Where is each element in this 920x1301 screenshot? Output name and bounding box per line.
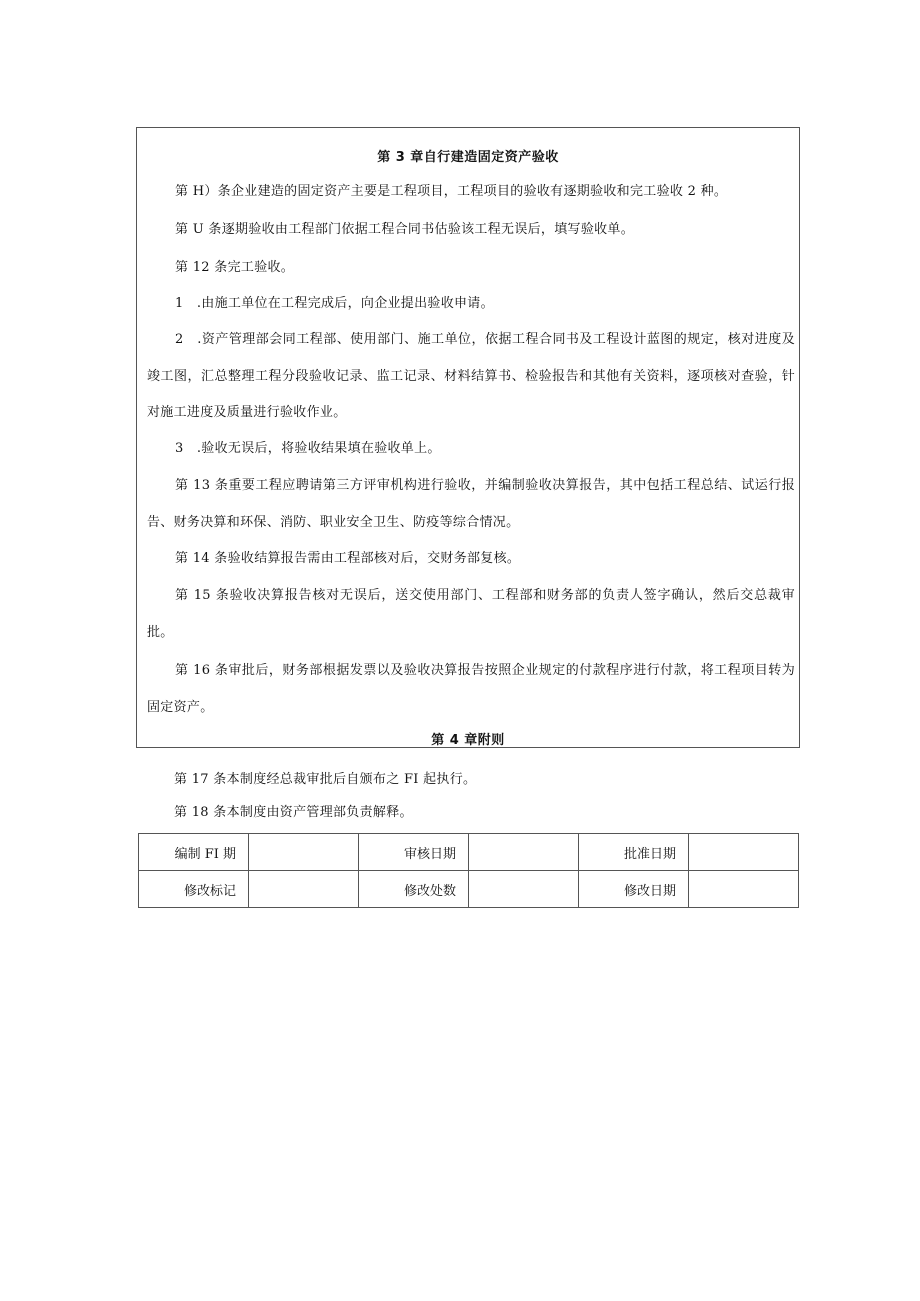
- article-18: 第 18 条本制度由资产管理部负责解释。: [174, 805, 413, 820]
- chapter3-title: 第 3 章自行建造固定资产验收: [377, 150, 559, 165]
- article-12: 第 12 条完工验收。: [175, 260, 295, 275]
- table-cell: [249, 871, 359, 908]
- table-cell: [689, 871, 799, 908]
- table-cell: 修改日期: [579, 871, 689, 908]
- article-17: 第 17 条本制度经总裁审批后自颁布之 FI 起执行。: [174, 772, 477, 787]
- table-cell: 修改处数: [359, 871, 469, 908]
- article-16: 第 16 条审批后，财务部根据发票以及验收决算报告按照企业规定的付款程序进行付款，将工程项目转为固定资产。: [147, 663, 795, 715]
- table-row: [139, 871, 799, 908]
- table-cell: 编制 FI 期: [139, 834, 249, 871]
- table-cell: [689, 834, 799, 871]
- article-15: 第 15 条验收决算报告核对无误后，送交使用部门、工程部和财务部的负责人签字确认，然后交总裁审批。: [147, 588, 795, 640]
- article-11: 第 U 条逐期验收由工程部门依据工程合同书估验该工程无误后，填写验收单。: [175, 222, 635, 237]
- table-cell: [249, 834, 359, 871]
- chapter3-box: [136, 127, 800, 748]
- article-12-item-3: 3 .验收无误后，将验收结果填在验收单上。: [175, 441, 441, 456]
- article-14: 第 14 条验收结算报告需由工程部核对后，交财务部复核。: [175, 551, 521, 566]
- chapter4-title: 第 4 章附则: [431, 733, 505, 748]
- article-12-item-1: 1 .由施工单位在工程完成后，向企业提出验收申请。: [175, 296, 494, 311]
- revision-table: [138, 833, 799, 908]
- table-cell: [469, 834, 579, 871]
- table-cell: 修改标记: [139, 871, 249, 908]
- table-cell: 审核日期: [359, 834, 469, 871]
- article-13: 第 13 条重要工程应聘请第三方评审机构进行验收，并编制验收决算报告，其中包括工程总结、试运行报告、财务决算和环保、消防、职业安全卫生、防疫等综合情况。: [147, 478, 795, 530]
- article-10: 第 H）条企业建造的固定资产主要是工程项目，工程项目的验收有逐期验收和完工验收 2 种。: [175, 184, 728, 199]
- table-cell: [469, 871, 579, 908]
- article-12-item-2: 2 .资产管理部会同工程部、使用部门、施工单位，依据工程合同书及工程设计蓝图的规定，核对进度及竣工图，汇总整理工程分段验收记录、监工记录、材料结算书、检验报告和其他有关资料，逐项核对查验，针对施工进度及质量进行验收作业。: [147, 332, 795, 420]
- table-row: [139, 834, 799, 871]
- table-cell: 批准日期: [579, 834, 689, 871]
